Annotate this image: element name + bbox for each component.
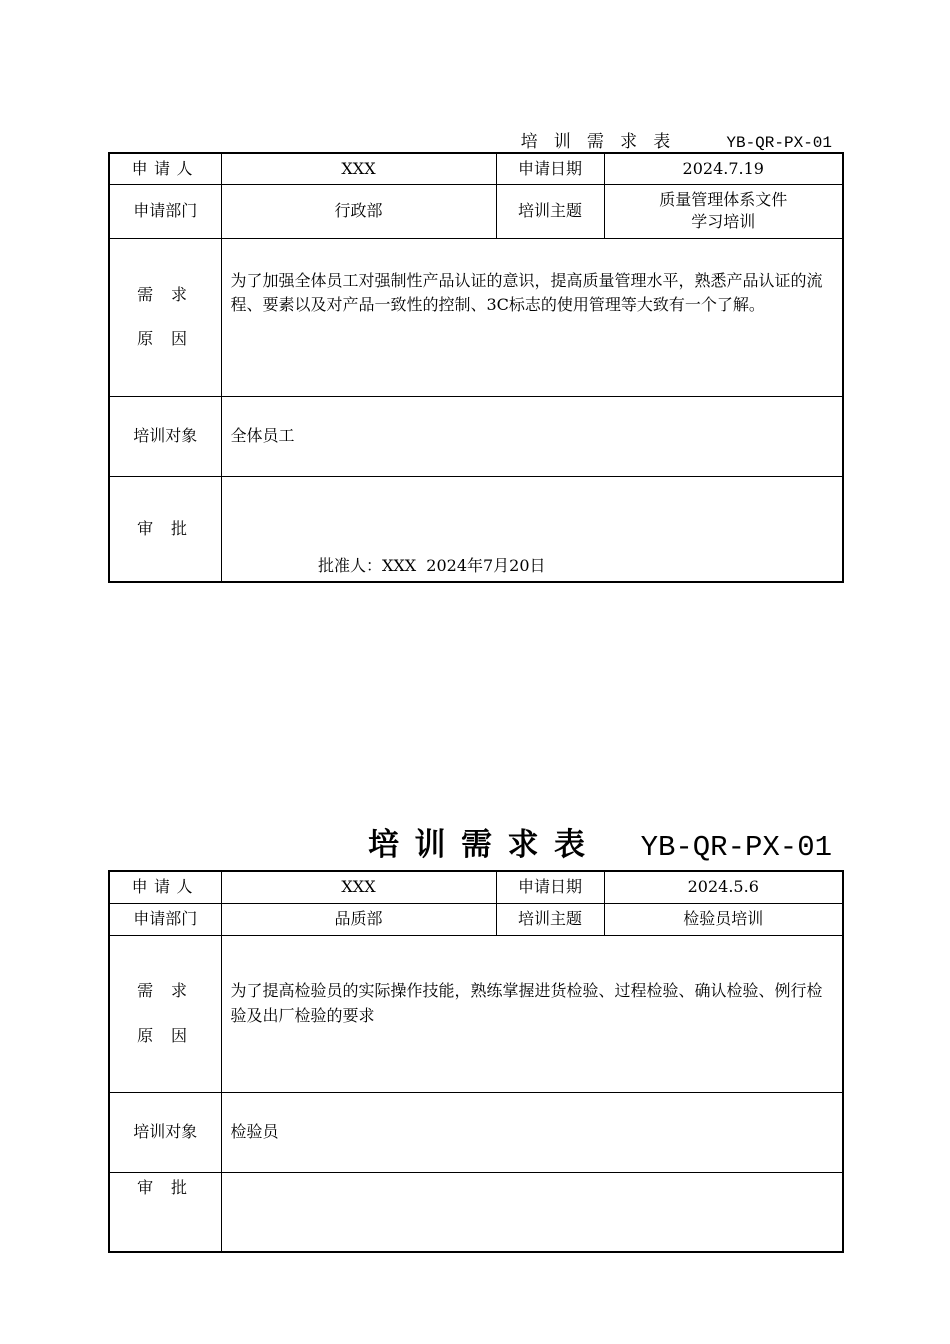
- form2-reason-text: 为了提高检验员的实际操作技能，熟练掌握进货检验、过程检验、确认检验、例行检验及出厂检验的要求: [221, 935, 843, 1092]
- form1-date-value: 2024.7.19: [604, 153, 843, 184]
- form2-target-label: 培训对象: [109, 1092, 221, 1172]
- form1-topic-value: [604, 184, 843, 238]
- form2-approval-value: [221, 1172, 843, 1252]
- form2-row-applicant: [109, 871, 843, 903]
- form2-date-value: 2024.5.6: [604, 871, 843, 903]
- form2-row-dept: [109, 903, 843, 935]
- form2-applicant-value: XXX: [221, 871, 496, 903]
- form1-row-dept: [109, 184, 843, 238]
- form2-reason-label: 需 求 原 因: [109, 935, 221, 1092]
- form1-topic-label: 培训主题: [496, 184, 604, 238]
- form1-approval-value: [221, 476, 843, 582]
- form1-applicant-value: XXX: [221, 153, 496, 184]
- form1-applicant-label: 申请人: [109, 153, 221, 184]
- form2-header: [108, 820, 842, 864]
- form1-row-reason: [109, 238, 843, 396]
- form2-applicant-label: 申请人: [109, 871, 221, 903]
- form1-dept-value: 行政部: [221, 184, 496, 238]
- form1-table: [108, 152, 844, 583]
- form1-reason-label: 需 求 原 因: [109, 238, 221, 396]
- form2-row-target: [109, 1092, 843, 1172]
- form1-title: 培训需求表: [520, 132, 687, 152]
- form1-date-label: 申请日期: [496, 153, 604, 184]
- form1-code: YB-QR-PX-01: [726, 134, 832, 152]
- form2-approval-label: 审 批: [109, 1172, 221, 1252]
- form2-dept-label: 申请部门: [109, 903, 221, 935]
- form1-approval-label: 审 批: [109, 476, 221, 582]
- form1-dept-label: 申请部门: [109, 184, 221, 238]
- form2-topic-value: 检验员培训: [604, 903, 843, 935]
- form2-topic-label: 培训主题: [496, 903, 604, 935]
- form2-date-label: 申请日期: [496, 871, 604, 903]
- form1-row-applicant: [109, 153, 843, 184]
- form1-row-target: [109, 396, 843, 476]
- form1-row-approval: [109, 476, 843, 582]
- form2-target-value: 检验员: [221, 1092, 843, 1172]
- form1-target-label: 培训对象: [109, 396, 221, 476]
- form2-row-reason: [109, 935, 843, 1092]
- form2-dept-value: 品质部: [221, 903, 496, 935]
- form2-code: YB-QR-PX-01: [640, 831, 832, 864]
- form2-title: 培训需求表: [368, 827, 601, 863]
- form1-header: [108, 128, 842, 152]
- form1-topic-line1: 质量管理体系文件: [659, 189, 788, 209]
- form1-approval-text: 批准人：XXX 2024年7月20日: [317, 555, 546, 575]
- form1-reason-text: 为了加强全体员工对强制性产品认证的意识，提高质量管理水平，熟悉产品认证的流程、要素以及对产品一致性的控制、3C标志的使用管理等大致有一个了解。: [221, 238, 843, 396]
- form2-table: [108, 870, 844, 1253]
- form1-target-value: 全体员工: [221, 396, 843, 476]
- form1-topic-line2: 学习培训: [691, 212, 756, 231]
- form2-row-approval: [109, 1172, 843, 1252]
